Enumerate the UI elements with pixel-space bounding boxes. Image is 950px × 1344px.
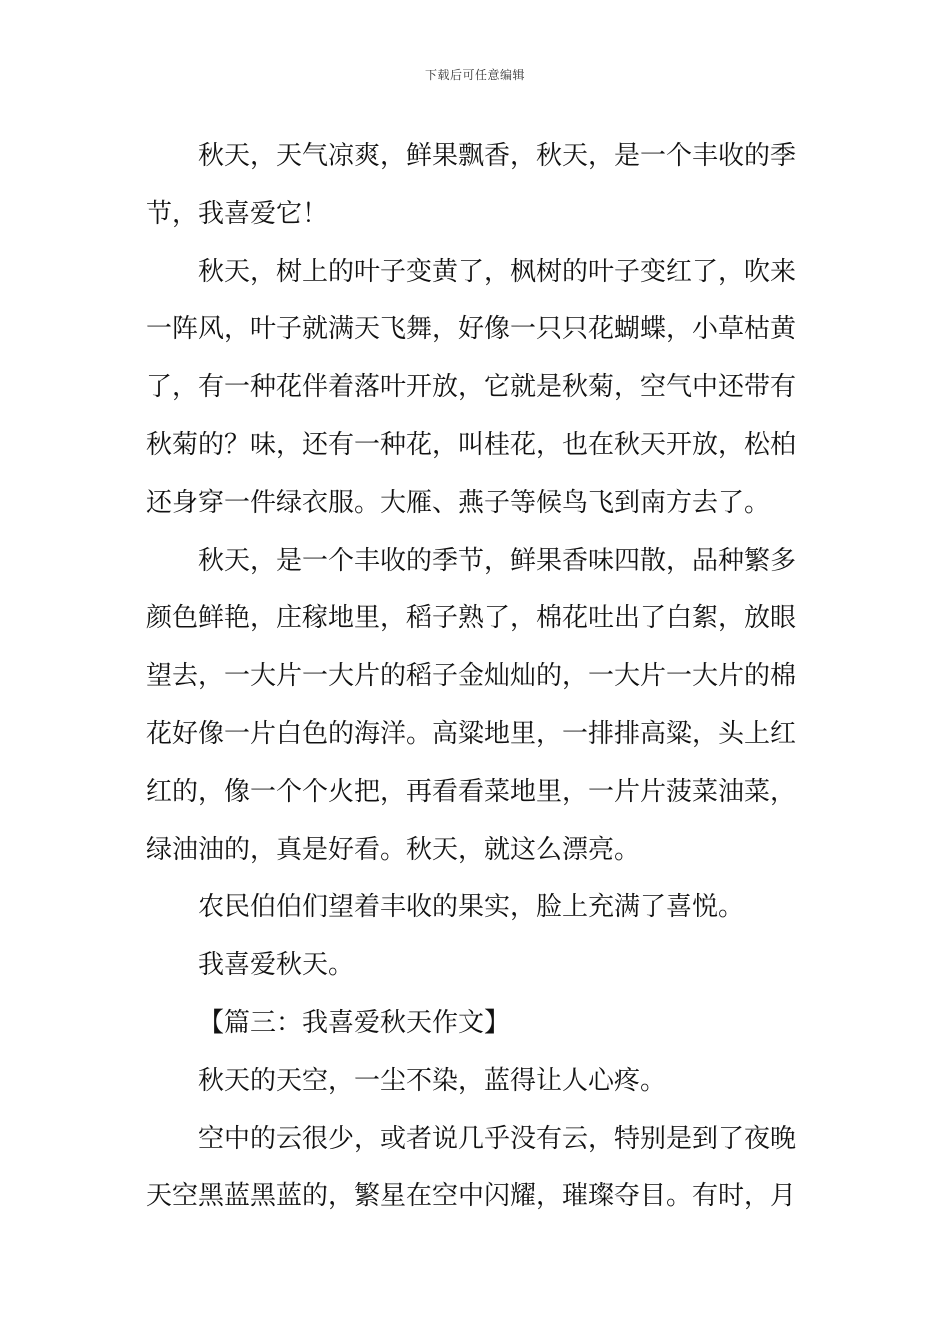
- paragraph-line: 节，我喜爱它！: [146, 198, 329, 229]
- paragraph-line: 农民伯伯们望着丰收的果实，脸上充满了喜悦。: [198, 892, 745, 923]
- paragraph-line: 红的，像一个个火把，再看看菜地里，一片片菠菜油菜，: [146, 776, 797, 807]
- paragraph-line: 秋天，天气凉爽，鲜果飘香，秋天，是一个丰收的季: [198, 141, 797, 171]
- body-text: [146, 128, 806, 1226]
- paragraph-line: 绿油油的，真是好看。秋天，就这么漂亮。: [146, 834, 641, 865]
- paragraph-line: 望去，一大片一大片的稻子金灿灿的，一大片一大片的棉: [146, 661, 797, 692]
- paragraph-line: 花好像一片白色的海洋。高粱地里，一排排高粱，头上红: [146, 718, 797, 749]
- paragraph-line: 我喜爱秋天。: [198, 950, 355, 981]
- paragraph-line: 颜色鲜艳，庄稼地里，稻子熟了，棉花吐出了白絮，放眼: [146, 603, 797, 634]
- paragraph-line: 了，有一种花伴着落叶开放，它就是秋菊，空气中还带有: [146, 372, 797, 403]
- paragraph-line: 天空黑蓝黑蓝的，繁星在空中闪耀，璀璨夺目。有时，月: [146, 1181, 797, 1212]
- paragraph-line: 还身穿一件绿衣服。大雁、燕子等候鸟飞到南方去了。: [146, 487, 771, 518]
- paragraph-line: 空中的云很少，或者说几乎没有云，特别是到了夜晚: [198, 1123, 797, 1154]
- paragraph-line: 秋菊的？味，还有一种花，叫桂花，也在秋天开放，松柏: [146, 429, 797, 460]
- paragraph-line: 秋天，树上的叶子变黄了，枫树的叶子变红了，吹来: [198, 256, 797, 287]
- page-header-note: 下载后可任意编辑: [424, 68, 525, 82]
- paragraph-line: 秋天的天空，一尘不染，蓝得让人心疼。: [198, 1065, 667, 1096]
- paragraph-line: 一阵风，叶子就满天飞舞，好像一只只花蝴蝶，小草枯黄: [146, 314, 797, 345]
- paragraph-line: 秋天，是一个丰收的季节，鲜果香味四散，品种繁多: [198, 545, 797, 576]
- section-heading: 【篇三：我喜爱秋天作文】: [198, 1007, 511, 1038]
